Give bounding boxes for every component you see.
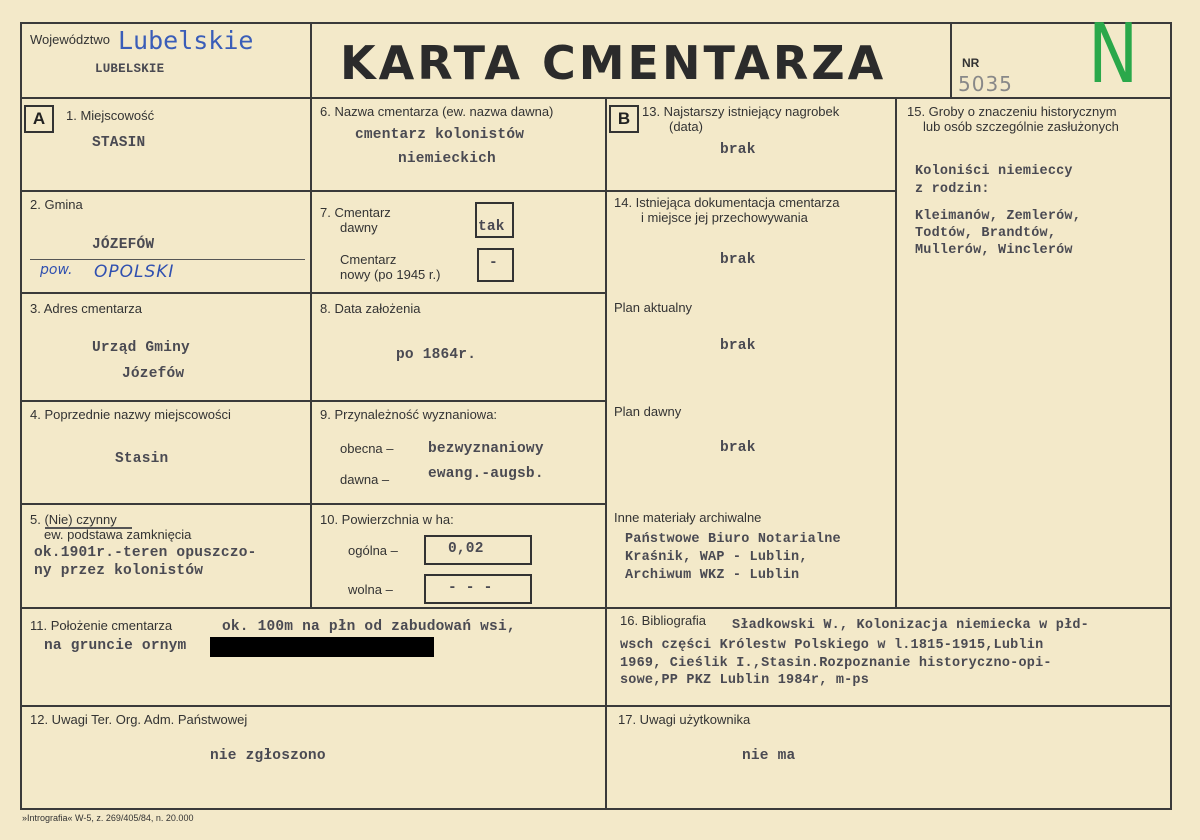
col-divider-1 — [310, 22, 312, 607]
f16-line4: sowe,PP PKZ Lublin 1984r, m-ps — [620, 673, 870, 688]
border-left — [20, 22, 22, 810]
f9-label: 9. Przynależność wyznaniowa: — [320, 407, 498, 422]
col-divider-nr — [950, 22, 952, 97]
nr-label: NR — [962, 56, 980, 70]
f14-plan-aktualny-label: Plan aktualny — [614, 300, 693, 315]
f11-line2: na gruncie ornym — [44, 638, 187, 654]
f10-wolna-label: wolna – — [348, 582, 393, 597]
f3-line1: Urząd Gminy — [92, 340, 190, 356]
section-a-badge: A — [24, 105, 54, 133]
page-title: KARTA CMENTARZA — [340, 36, 887, 90]
col-divider-2 — [605, 97, 607, 808]
f16-line3: 1969, Cieślik I.,Stasin.Rozpoznanie historyczno-opi- — [620, 656, 1052, 671]
f14-inne-line1: Państwowe Biuro Notarialne — [625, 532, 841, 547]
f7-dawny-label: dawny — [340, 220, 378, 235]
f15-line5: Mullerów, Winclerów — [915, 243, 1073, 258]
f14-label-a: 14. Istniejąca dokumentacja cmentarza — [614, 195, 840, 210]
f9-obecna-value: bezwyznaniowy — [428, 441, 544, 457]
f9-dawna-label: dawna – — [340, 472, 390, 487]
row-divider-4 — [20, 503, 605, 505]
f13-value: brak — [720, 142, 756, 158]
f13-label-a: 13. Najstarszy istniejący nagrobek — [642, 104, 840, 119]
f6-line1: cmentarz kolonistów — [355, 127, 525, 143]
f7-dawny-value: tak — [478, 219, 505, 235]
f10-label: 10. Powierzchnia w ha: — [320, 512, 454, 527]
f5-label-b: ew. podstawa zamknięcia — [44, 527, 192, 542]
f4-label: 4. Poprzednie nazwy miejscowości — [30, 407, 231, 422]
f14-inne-label: Inne materiały archiwalne — [614, 510, 762, 525]
row-divider-6 — [20, 705, 1172, 707]
f2-label: 2. Gmina — [30, 197, 83, 212]
f7-nowy-label-a: Cmentarz — [340, 252, 397, 267]
f14-inne-line2: Kraśnik, WAP - Lublin, — [625, 550, 808, 565]
f2-separator-line — [30, 259, 305, 260]
f6-line2: niemieckich — [398, 151, 496, 167]
f2-pow-label: pow. — [40, 262, 73, 278]
f10-ogolna-label: ogólna – — [348, 543, 398, 558]
wojewodztwo-stamp: Lubelskie — [118, 26, 254, 55]
f8-label: 8. Data założenia — [320, 301, 421, 316]
row-divider-1 — [20, 190, 605, 192]
f3-label: 3. Adres cmentarza — [30, 301, 142, 316]
f17-label: 17. Uwagi użytkownika — [618, 712, 751, 727]
f14-value: brak — [720, 252, 756, 268]
f15-line2: z rodzin: — [915, 182, 990, 197]
f11-label: 11. Położenie cmentarza — [30, 618, 173, 633]
f1-value: STASIN — [92, 135, 146, 151]
f1-label: 1. Miejscowość — [66, 108, 155, 123]
f12-label: 12. Uwagi Ter. Org. Adm. Państwowej — [30, 712, 248, 727]
f3-line2: Józefów — [122, 366, 185, 382]
f2-pow-value: OPOLSKI — [94, 262, 175, 282]
f17-value: nie ma — [742, 748, 796, 764]
f2-value: JÓZEFÓW — [92, 237, 155, 253]
f10-ogolna-value: 0,02 — [448, 541, 484, 557]
f9-obecna-label: obecna – — [340, 441, 394, 456]
border-top — [20, 22, 1172, 24]
f15-line4: Todtów, Brandtów, — [915, 226, 1057, 241]
f4-value: Stasin — [115, 451, 169, 467]
f5-line2: ny przez kolonistów — [34, 563, 204, 579]
row-divider-5 — [20, 607, 1172, 609]
f16-label: 16. Bibliografia — [620, 613, 706, 628]
f8-value: po 1864r. — [396, 347, 477, 363]
f5-line1: ok.1901r.-teren opuszczo- — [34, 545, 257, 561]
f10-wolna-value: - - - — [448, 580, 493, 596]
f16-line1: Sładkowski W., Kolonizacja niemiecka w płd- — [732, 618, 1089, 633]
f7-nowy-value: - — [489, 255, 498, 271]
f14-inne-line3: Archiwum WKZ - Lublin — [625, 568, 800, 583]
f9-dawna-value: ewang.-augsb. — [428, 466, 544, 482]
f7-nowy-label-b: nowy (po 1945 r.) — [340, 267, 441, 282]
border-bottom — [20, 808, 1172, 810]
f11-line1: ok. 100m na płn od zabudowań wsi, — [222, 619, 516, 635]
section-b-badge: B — [609, 105, 639, 133]
category-marker: N — [1088, 7, 1139, 102]
f15-label-a: 15. Groby o znaczeniu historycznym — [907, 104, 1117, 119]
f12-value: nie zgłoszono — [210, 748, 326, 764]
f14-plan-dawny-label: Plan dawny — [614, 404, 682, 419]
row-divider-b — [605, 190, 895, 192]
row-divider-2 — [20, 292, 605, 294]
f14-plan-dawny-value: brak — [720, 440, 756, 456]
nr-value: 5035 — [958, 72, 1013, 96]
f7-label: 7. Cmentarz — [320, 205, 391, 220]
f13-label-b: (data) — [669, 119, 703, 134]
f15-line1: Koloniści niemieccy — [915, 164, 1073, 179]
f15-line3: Kleimanów, Zemlerów, — [915, 209, 1082, 224]
f15-label-b: lub osób szczególnie zasłużonych — [923, 119, 1119, 134]
redaction-bar — [210, 637, 434, 657]
f16-line2: wsch części Królestw Polskiego w l.1815-1915,Lublin — [620, 638, 1044, 653]
f14-label-b: i miejsce jej przechowywania — [641, 210, 808, 225]
f14-plan-aktualny-value: brak — [720, 338, 756, 354]
f6-label: 6. Nazwa cmentarza (ew. nazwa dawna) — [320, 104, 554, 119]
header-divider — [20, 97, 1172, 99]
wojewodztwo-label: Województwo — [30, 32, 110, 47]
row-divider-3 — [20, 400, 605, 402]
wojewodztwo-typed: LUBELSKIE — [95, 62, 165, 76]
border-right — [1170, 22, 1172, 810]
col-divider-3 — [895, 97, 897, 607]
print-footer: »Intrografia« W-5, z. 269/405/84, n. 20.000 — [22, 813, 194, 823]
f5-label-a: 5. (Nie) czynny — [30, 512, 117, 527]
